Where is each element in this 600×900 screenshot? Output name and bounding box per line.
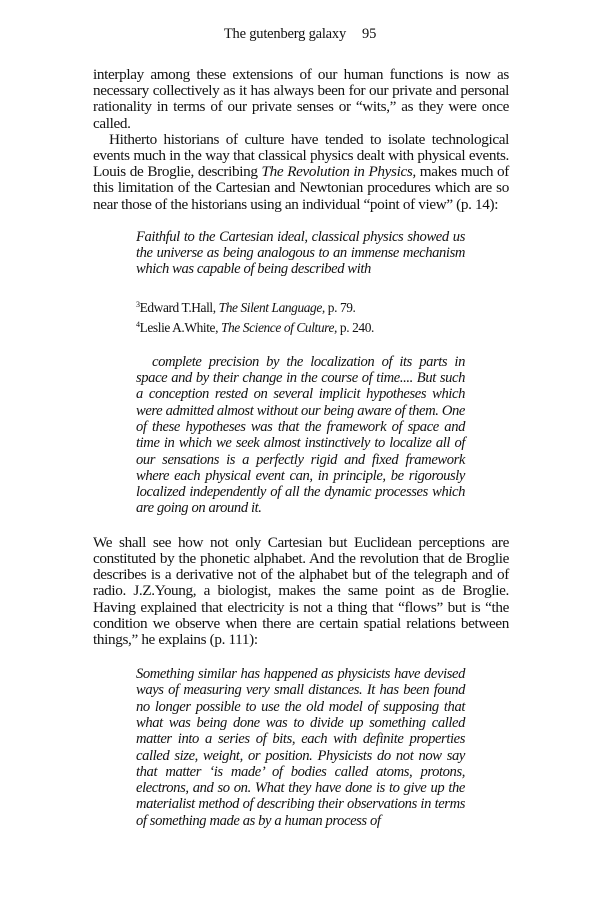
page-number: 95 bbox=[362, 26, 377, 42]
footnotes bbox=[136, 296, 509, 336]
footnote: $^4$Leslie A.White, The Science of Culture, p. 240. bbox=[136, 319, 374, 335]
block-quote: Faithful to the Cartesian ideal, classical physics showed us the universe as being analogous to an immense mechanism which was capable of being described with bbox=[136, 228, 465, 278]
paragraph: interplay among these extensions of our human functions is now as necessary collectively as it has always been for our private and personal rationality in terms of our private senses or “wits,” as they were once called. bbox=[93, 66, 509, 132]
block-quote: Something similar has happened as physicists have devised ways of measuring very small distances. It has been found no longer possible to use the old model of supposing that what was being done was to divide up something called matter into a series of bits, each with definite properties called size, weight, or position. Physicists do not now say that matter ‘is made’ of bodies called atoms, protons, electrons, and so on. What they have done is to give up the materialist method of describing their observations in terms of something made as by a human process of bbox=[136, 666, 465, 829]
paragraph: We shall see how not only Cartesian but Euclidean perceptions are constituted by the phonetic alphabet. And the revolution that de Broglie describes is a derivative not of the alphabet but of the telegraph and of radio. J.Z.Young, a biologist, makes the same point as de Broglie. Having explained that electricity is not a thing that “flows” but is “the condition we observe when there are certain spatial relations between things,” he explains (p. 111): bbox=[93, 533, 509, 648]
paragraph: Hitherto historians of culture have tended to isolate technological events much in the way that classical physics dealt with physical events. Louis de Broglie, describing The Revolution in Physics, makes much of this limitation of the Cartesian and Newtonian procedures which are so near those of the historians using an individual “point of view” (p. 14): bbox=[93, 130, 509, 213]
book-title: The gutenberg galaxy bbox=[223, 26, 347, 42]
book-title-citation: The Revolution in Physics, bbox=[261, 163, 416, 181]
running-header bbox=[0, 26, 600, 43]
page-body bbox=[93, 67, 509, 829]
block-quote-continued: complete precision by the localization of its parts in space and by their change in the course of time.... But such a conception rested on several implicit hypotheses which were admitted almost without our being aware of them. One of these hypotheses was that the framework of space and time in which we seek almost instinctively to localize all of our sensations is a perfectly rigid and fixed framework where each physical event can, in principle, be rigorously localized independently of all the dynamic processes which are going on around it. bbox=[136, 353, 465, 517]
footnote: $^3$Edward T.Hall, The Silent Language, p. 79. bbox=[136, 299, 356, 315]
